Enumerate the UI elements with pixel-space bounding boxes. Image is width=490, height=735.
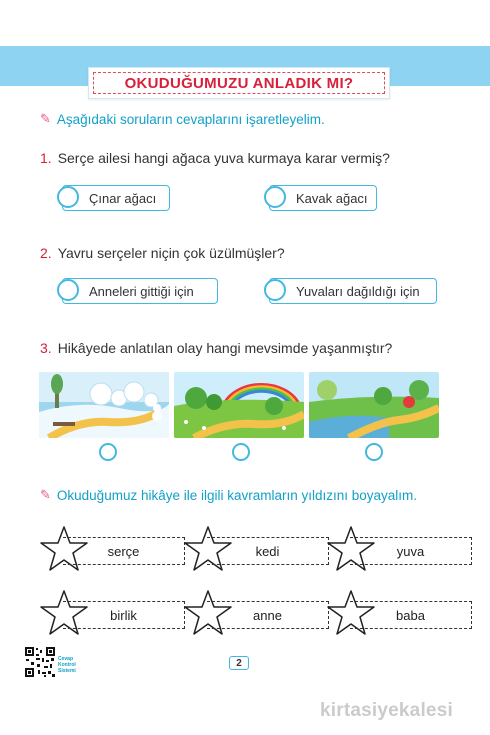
- instruction-2-text: Okuduğumuz hikâye ile ilgili kavramların yıldızını boyayalım.: [56, 487, 418, 503]
- keyword-kedi[interactable]: [183, 524, 333, 576]
- qr-caption-line: Cevap: [58, 656, 74, 662]
- season-circle-2[interactable]: [232, 443, 250, 461]
- question-1-text: Serçe ailesi hangi ağaca yuva kurmaya karar vermiş?: [57, 150, 390, 166]
- q2-option-2-label: Yuvaları dağıldığı için: [296, 283, 420, 299]
- qr-caption: [58, 656, 76, 674]
- answer-circle[interactable]: [264, 186, 286, 208]
- instruction-1-text: Aşağıdaki soruların cevaplarını işaretleyelim.: [56, 111, 325, 127]
- qr-caption-line: Sistemi: [58, 668, 76, 674]
- summer-scene: [309, 372, 439, 438]
- pencil-icon: ✎: [40, 487, 51, 502]
- season-circle-1[interactable]: [99, 443, 117, 461]
- q2-option-1[interactable]: [62, 278, 218, 304]
- page-title: OKUDUĞUMUZU ANLADIK MI?: [124, 74, 354, 92]
- keyword-box: [207, 537, 329, 565]
- keyword-birlik[interactable]: [39, 588, 189, 640]
- spring-scene: [174, 372, 304, 438]
- question-2-text: Yavru serçeler niçin çok üzülmüşler?: [57, 245, 285, 261]
- keyword-box: [350, 601, 472, 629]
- winter-scene: [39, 372, 169, 438]
- instruction-1: [40, 111, 325, 127]
- watermark: kirtasiyekalesi: [320, 700, 453, 721]
- keyword-label: birlik: [110, 607, 137, 623]
- q1-option-1-label: Çınar ağacı: [89, 190, 157, 206]
- keyword-anne[interactable]: [183, 588, 333, 640]
- qr-caption-line: Kontrol: [58, 662, 76, 668]
- keyword-yuva[interactable]: [326, 524, 476, 576]
- pencil-icon: ✎: [40, 111, 51, 126]
- keyword-box: [350, 537, 472, 565]
- question-2-number: 2.: [40, 245, 52, 261]
- keyword-baba[interactable]: [326, 588, 476, 640]
- qr-code[interactable]: [24, 646, 56, 678]
- keyword-label: serçe: [107, 543, 140, 559]
- question-3: [40, 340, 392, 356]
- title-box: [88, 67, 390, 99]
- keyword-box: [207, 601, 329, 629]
- answer-circle[interactable]: [264, 279, 286, 301]
- q2-option-2[interactable]: [269, 278, 437, 304]
- answer-circle[interactable]: [57, 279, 79, 301]
- page-number: 2: [229, 656, 249, 670]
- answer-circle[interactable]: [57, 186, 79, 208]
- keyword-label: baba: [396, 607, 425, 623]
- question-1: [40, 150, 390, 166]
- question-1-number: 1.: [40, 150, 52, 166]
- question-3-number: 3.: [40, 340, 52, 356]
- q1-option-2-label: Kavak ağacı: [296, 190, 368, 206]
- question-2: [40, 245, 285, 261]
- q2-option-1-label: Anneleri gittiği için: [89, 283, 194, 299]
- instruction-2: [40, 487, 417, 503]
- q1-option-1[interactable]: [62, 185, 170, 211]
- season-circle-3[interactable]: [365, 443, 383, 461]
- question-3-text: Hikâyede anlatılan olay hangi mevsimde yaşanmıştır?: [57, 340, 393, 356]
- keyword-serce[interactable]: [39, 524, 189, 576]
- keyword-label: kedi: [255, 543, 280, 559]
- q1-option-2[interactable]: [269, 185, 377, 211]
- keyword-box: [63, 601, 185, 629]
- keyword-label: yuva: [396, 543, 425, 559]
- keyword-label: anne: [253, 607, 282, 623]
- keyword-box: [63, 537, 185, 565]
